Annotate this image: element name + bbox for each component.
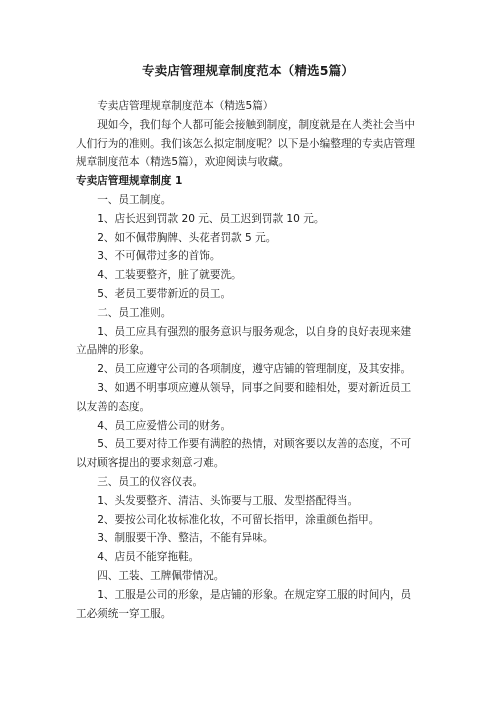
rule-item: 1、店长迟到罚款 20 元、员工迟到罚款 10 元。 <box>97 212 325 225</box>
subsection-heading: 一、员工制度。 <box>97 193 172 206</box>
rule-item: 1、员工应具有强烈的服务意识与服务观念，以自身的良好表现来建立品牌的形象。 <box>76 325 412 357</box>
rule-item: 2、员工应遵守公司的各项制度，遵守店铺的管理制度，及其安排。 <box>97 363 412 376</box>
rule-item: 1、工服是公司的形象，是店铺的形象。在规定穿工服的时间内，员工必须统一穿工服。 <box>76 588 412 620</box>
intro-paragraph: 专卖店管理规章制度范本（精选5篇） <box>97 100 274 112</box>
rule-item: 1、头发要整齐、清洁、头饰要与工服、发型搭配得当。 <box>97 494 359 507</box>
intro-paragraph: 现如今，我们每个人都可能会接触到制度，制度就是在人类社会当中人们行为的准则。我们该怎么拟定制度呢？以下是小编整理的专卖店管理规章制度范本（精选5篇），欢迎阅读与收藏。 <box>76 118 415 169</box>
rule-item: 5、员工要对待工作要有满腔的热情，对顾客要以友善的态度，不可以对顾客提出的要求刻意刁难。 <box>76 438 412 470</box>
rule-item: 5、老员工要带新近的员工。 <box>97 287 232 300</box>
rule-item: 3、不可佩带过多的首饰。 <box>97 250 221 263</box>
rule-item: 4、员工应爱惜公司的财务。 <box>97 419 232 432</box>
document-title: 专卖店管理规章制度范本（精选5篇） <box>141 63 355 78</box>
rule-item: 3、制服要干净、整洁，不能有异味。 <box>97 532 274 545</box>
rule-item: 3、如遇不明事项应遵从领导，同事之间要和睦相处，要对新近员工以友善的态度。 <box>76 381 412 413</box>
subsection-heading: 四、工装、工牌佩带情况。 <box>97 569 225 582</box>
rule-item: 2、如不佩带胸牌、头花者罚款 5 元。 <box>97 231 277 244</box>
section-heading: 专卖店管理规章制度 1 <box>76 175 183 188</box>
rule-item: 2、要按公司化妆标准化妆，不可留长指甲，涂重颜色指甲。 <box>97 513 380 526</box>
subsection-heading: 三、员工的仪容仪表。 <box>97 475 204 488</box>
subsection-heading: 二、员工准则。 <box>97 306 172 319</box>
rule-item: 4、工装要整齐，脏了就要洗。 <box>97 269 242 282</box>
rule-item: 4、店员不能穿拖鞋。 <box>97 551 200 564</box>
